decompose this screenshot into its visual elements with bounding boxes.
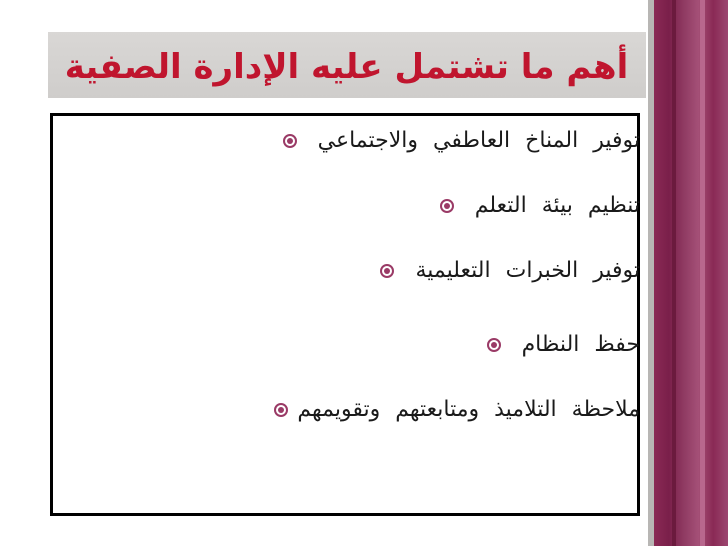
- circle-bullet-icon: [274, 403, 288, 417]
- decorative-stripe-band: [654, 0, 728, 546]
- circle-bullet-icon: [487, 338, 501, 352]
- circle-bullet-icon: [440, 199, 454, 213]
- content-box: [50, 113, 640, 516]
- bullet-text: توفير المناخ العاطفي والاجتماعي: [317, 128, 640, 153]
- bullet-item: [380, 256, 640, 286]
- bullet-text: تنظيم بيئة التعلم: [474, 193, 640, 218]
- bullet-item: [283, 126, 640, 156]
- bullet-text: توفير الخبرات التعليمية: [415, 258, 640, 283]
- bullet-item: [274, 395, 640, 425]
- bullet-item: [440, 191, 640, 221]
- bullet-item: [487, 330, 640, 360]
- stripe-dark: [672, 0, 676, 546]
- slide-title: أهم ما تشتمل عليه الإدارة الصفية: [64, 47, 629, 87]
- bullet-text: ملاحظة التلاميذ ومتابعتهم وتقويمهم: [297, 397, 640, 422]
- circle-bullet-icon: [283, 134, 297, 148]
- stripe-light: [700, 0, 705, 546]
- circle-bullet-icon: [380, 264, 394, 278]
- bullet-text: حفظ النظام: [521, 332, 640, 357]
